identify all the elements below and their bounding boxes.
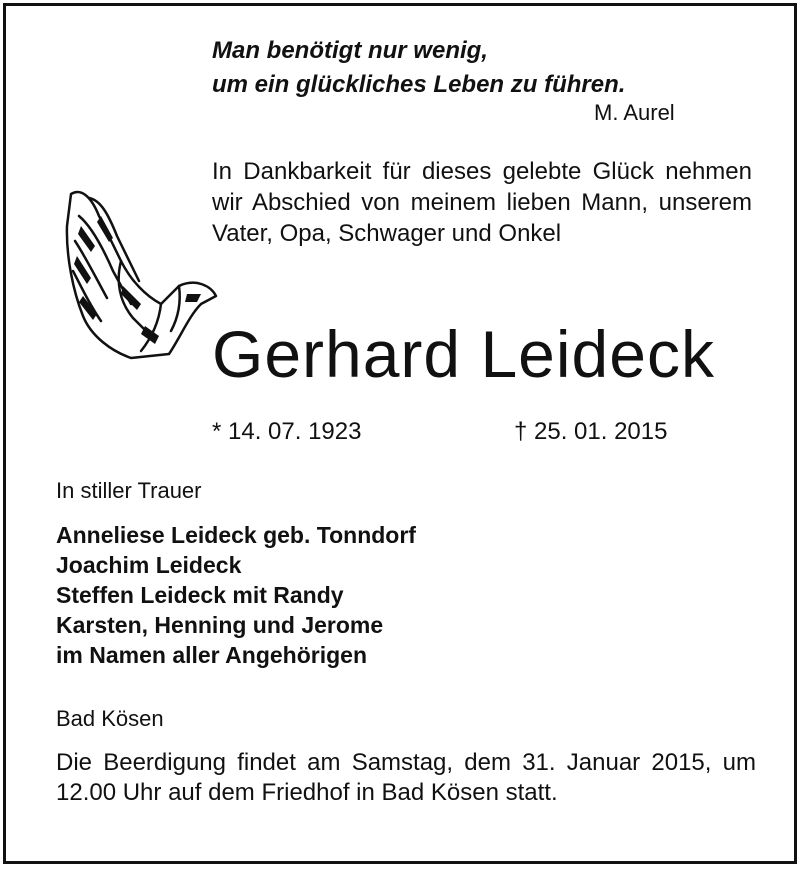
mourner-item: im Namen aller Angehörigen — [56, 642, 367, 668]
praying-hands-icon — [61, 186, 221, 366]
quote-line-1: Man benötigt nur wenig, — [212, 37, 488, 64]
obituary-frame — [3, 3, 797, 864]
quote-author: M. Aurel — [594, 100, 675, 125]
deceased-name: Gerhard Leideck — [212, 317, 715, 391]
mourner-item: Karsten, Henning und Jerome — [56, 612, 384, 638]
funeral-notice: Die Beerdigung findet am Samstag, dem 31. Januar 2015, um 12.00 Uhr auf dem Friedhof in Bad Kösen statt. — [56, 749, 756, 806]
birth-date: * 14. 07. 1923 — [212, 418, 362, 445]
mourner-item: Joachim Leideck — [56, 552, 242, 578]
mourning-label: In stiller Trauer — [56, 478, 202, 503]
quote-line-2: um ein glückliches Leben zu führen. — [212, 71, 626, 98]
death-date: † 25. 01. 2015 — [514, 418, 668, 445]
quote — [212, 34, 732, 102]
mourner-item: Steffen Leideck mit Randy — [56, 582, 344, 608]
intro-text: In Dankbarkeit für dieses gelebte Glück nehmen wir Abschied von meinem lieben Mann, unserem Vater, Opa, Schwager und Onkel — [212, 158, 752, 247]
mourners-list — [56, 520, 416, 670]
mourner-item: Anneliese Leideck geb. Tonndorf — [56, 522, 416, 548]
place: Bad Kösen — [56, 706, 164, 731]
